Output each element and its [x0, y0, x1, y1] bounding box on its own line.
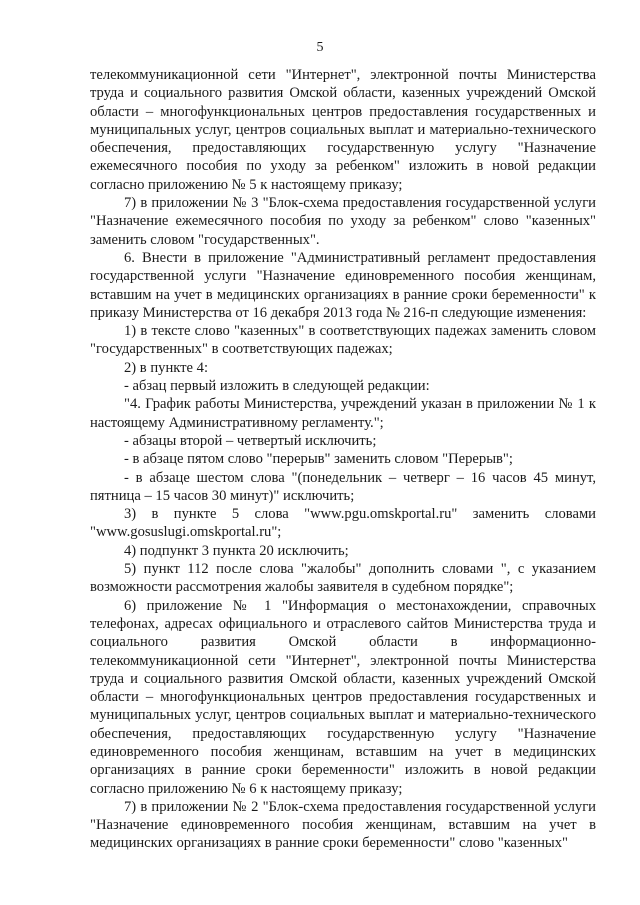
paragraph: 7) в приложении № 2 "Блок-схема предоставления государственной услуги "Назначение единовременного пособия женщинам, вставшим на учет в медицинских организациях в ранние сроки беременности" слово "казенных" — [90, 798, 596, 852]
paragraph: "4. График работы Министерства, учреждений указан в приложении № 1 к настоящему Административному регламенту."; — [90, 396, 596, 431]
paragraph: 4) подпункт 3 пункта 20 исключить; — [124, 542, 349, 559]
paragraph: телекоммуникационной сети "Интернет", электронной почты Министерства труда и социального развития Омской области, казенных учреждений Омской области – многофункциональных центров предоставления государственных и муниципальных услуг, центров социальных выплат и материально-технического обеспечения, предоставляющих государственную услугу "Назначение ежемесячного пособия по уходу за ребенком" изложить в новой редакции согласно приложению № 5 к настоящему приказу; — [90, 67, 596, 193]
paragraph: - в абзаце пятом слово "перерыв" заменить словом "Перерыв"; — [124, 451, 513, 468]
paragraph: 5) пункт 112 после слова "жалобы" дополнить словами ", с указанием возможности рассмотрения жалобы заявителя в судебном порядке"; — [90, 561, 596, 596]
paragraph: 7) в приложении № 3 "Блок-схема предоставления государственной услуги "Назначение ежемесячного пособия по уходу за ребенком" слово "казенных" заменить словом "государственных". — [90, 195, 596, 248]
paragraph: 6. Внести в приложение "Административный регламент предоставления государственной услуги "Назначение единовременного пособия женщинам, вставшим на учет в медицинских организациях в ранние сроки беременности" к приказу Министерства от 16 декабря 2013 года № 216-п следующие изменения: — [90, 249, 596, 321]
paragraph: - абзацы второй – четвертый исключить; — [124, 432, 377, 449]
document-body — [90, 66, 596, 853]
paragraph: 6) приложение № 1 "Информация о местонахождении, справочных телефонах, адресах официального и отраслевого сайтов Министерства труда и социального развития Омской области в информационно-телекоммуникационной сети "Интернет", электронной почты Министерства труда и социального развития Омской области, казенных учреждений Омской области – многофункциональных центров предоставления государственных и муниципальных услуг, центров социальных выплат и материально-технического обеспечения, предоставляющих государственную услугу "Назначение единовременного пособия женщинам, вставшим на учет в медицинских организациях в ранние сроки беременности" изложить в новой редакции согласно приложению № 6 к настоящему приказу; — [90, 597, 596, 797]
paragraph: 1) в тексте слово "казенных" в соответствующих падежах заменить словом "государственных" в соответствующих падежах; — [90, 323, 596, 358]
paragraph: - абзац первый изложить в следующей редакции: — [124, 378, 430, 395]
paragraph: 2) в пункте 4: — [124, 359, 209, 376]
paragraph: 3) в пункте 5 слова "www.pgu.omskportal.ru" заменить словами "www.gosuslugi.omskportal.ru"; — [90, 506, 596, 541]
paragraph: - в абзаце шестом слова "(понедельник – четверг – 16 часов 45 минут, пятница – 15 часов 30 минут)" исключить; — [90, 469, 596, 504]
page-number: 5 — [316, 40, 324, 55]
